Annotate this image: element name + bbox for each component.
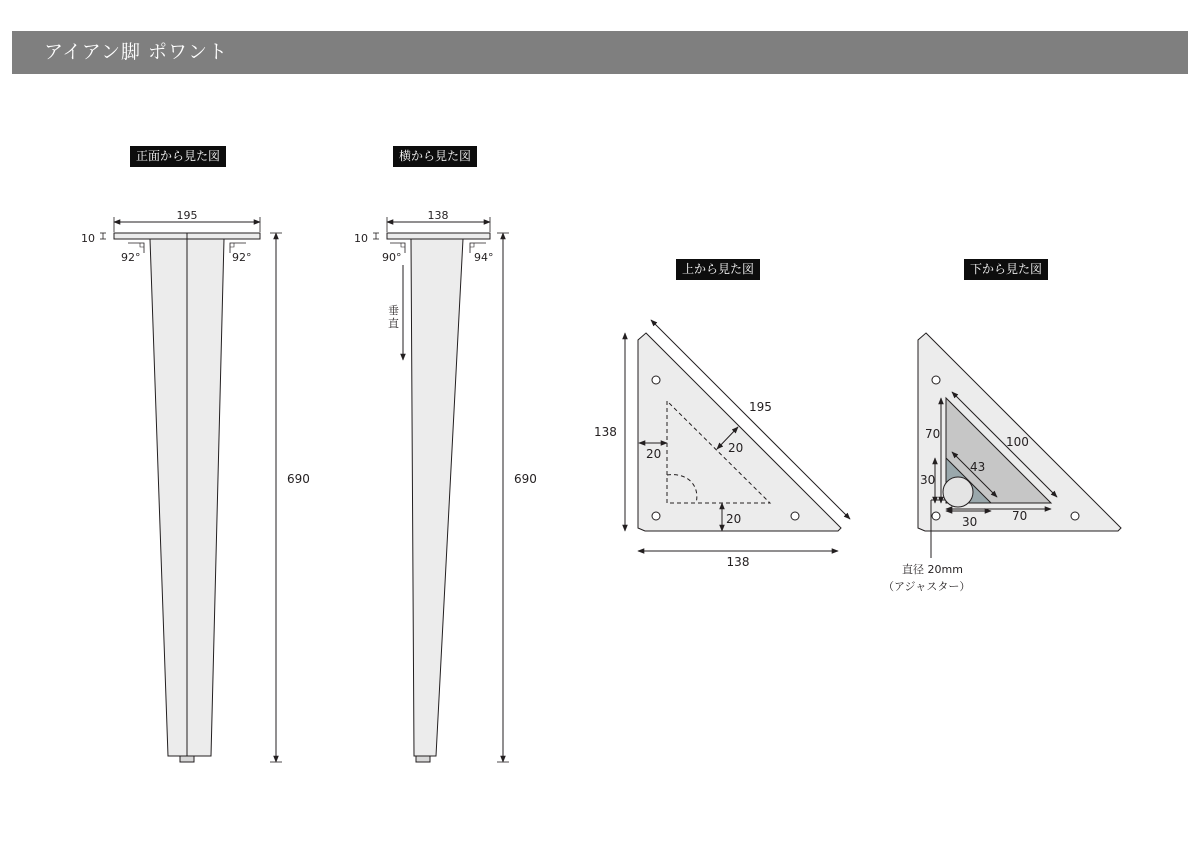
- front-width-dimension: 195: [176, 209, 198, 222]
- top-bolt-hole-2: [652, 512, 660, 520]
- front-view: [81, 209, 310, 762]
- vertical-note-char-1: 垂: [388, 304, 399, 317]
- bottom-bolt-hole-1: [932, 376, 940, 384]
- vertical-note-char-2: 直: [388, 317, 399, 330]
- side-width-dimension: 138: [427, 209, 449, 222]
- bottom-bolt-hole-2: [932, 512, 940, 520]
- bottom-view: [883, 333, 1121, 593]
- side-view-label: 横から見た図: [393, 146, 477, 167]
- bottom-bolt-hole-3: [1071, 512, 1079, 520]
- side-thickness-dimension: 10: [354, 232, 368, 245]
- top-hypotenuse-dimension: 195: [749, 400, 772, 414]
- side-top-plate: [387, 233, 490, 239]
- side-left-angle: 90°: [382, 251, 402, 264]
- adjuster-circle: [943, 477, 973, 507]
- bottom-base-70-dimension: 70: [1012, 509, 1028, 523]
- top-left-side-dimension: 138: [594, 425, 617, 439]
- top-inner-bottom-offset: 20: [726, 512, 742, 526]
- bottom-side-70-dimension: 70: [925, 427, 941, 441]
- side-right-angle: 94°: [474, 251, 494, 264]
- front-foot: [180, 756, 194, 762]
- front-height-dimension: 690: [287, 472, 310, 486]
- page-title: アイアン脚 ポワント: [44, 41, 229, 63]
- front-left-angle: 92°: [121, 251, 141, 264]
- bottom-diag-43-dimension: 43: [970, 460, 986, 474]
- bottom-side-30-dimension: 30: [920, 473, 936, 487]
- top-inner-left-offset: 20: [646, 447, 662, 461]
- front-right-angle: 92°: [232, 251, 252, 264]
- adjuster-diameter-note: 直径 20mm: [902, 563, 963, 576]
- front-view-label: 正面から見た図: [130, 146, 226, 167]
- top-bolt-hole-3: [791, 512, 799, 520]
- side-view: [354, 209, 537, 762]
- side-leg-body: [411, 239, 463, 756]
- top-inner-diag-offset: 20: [728, 441, 744, 455]
- top-plate: [638, 333, 841, 531]
- top-view: [594, 320, 850, 569]
- adjuster-name-note: （アジャスター）: [883, 580, 971, 593]
- bottom-diag-100-dimension: 100: [1006, 435, 1029, 449]
- bottom-view-label: 下から見た図: [964, 259, 1048, 280]
- bottom-base-30-dimension: 30: [962, 515, 978, 529]
- front-thickness-dimension: 10: [81, 232, 95, 245]
- top-bottom-side-dimension: 138: [726, 555, 750, 569]
- top-bolt-hole-1: [652, 376, 660, 384]
- side-height-dimension: 690: [514, 472, 537, 486]
- top-view-label: 上から見た図: [676, 259, 760, 280]
- side-foot: [416, 756, 430, 762]
